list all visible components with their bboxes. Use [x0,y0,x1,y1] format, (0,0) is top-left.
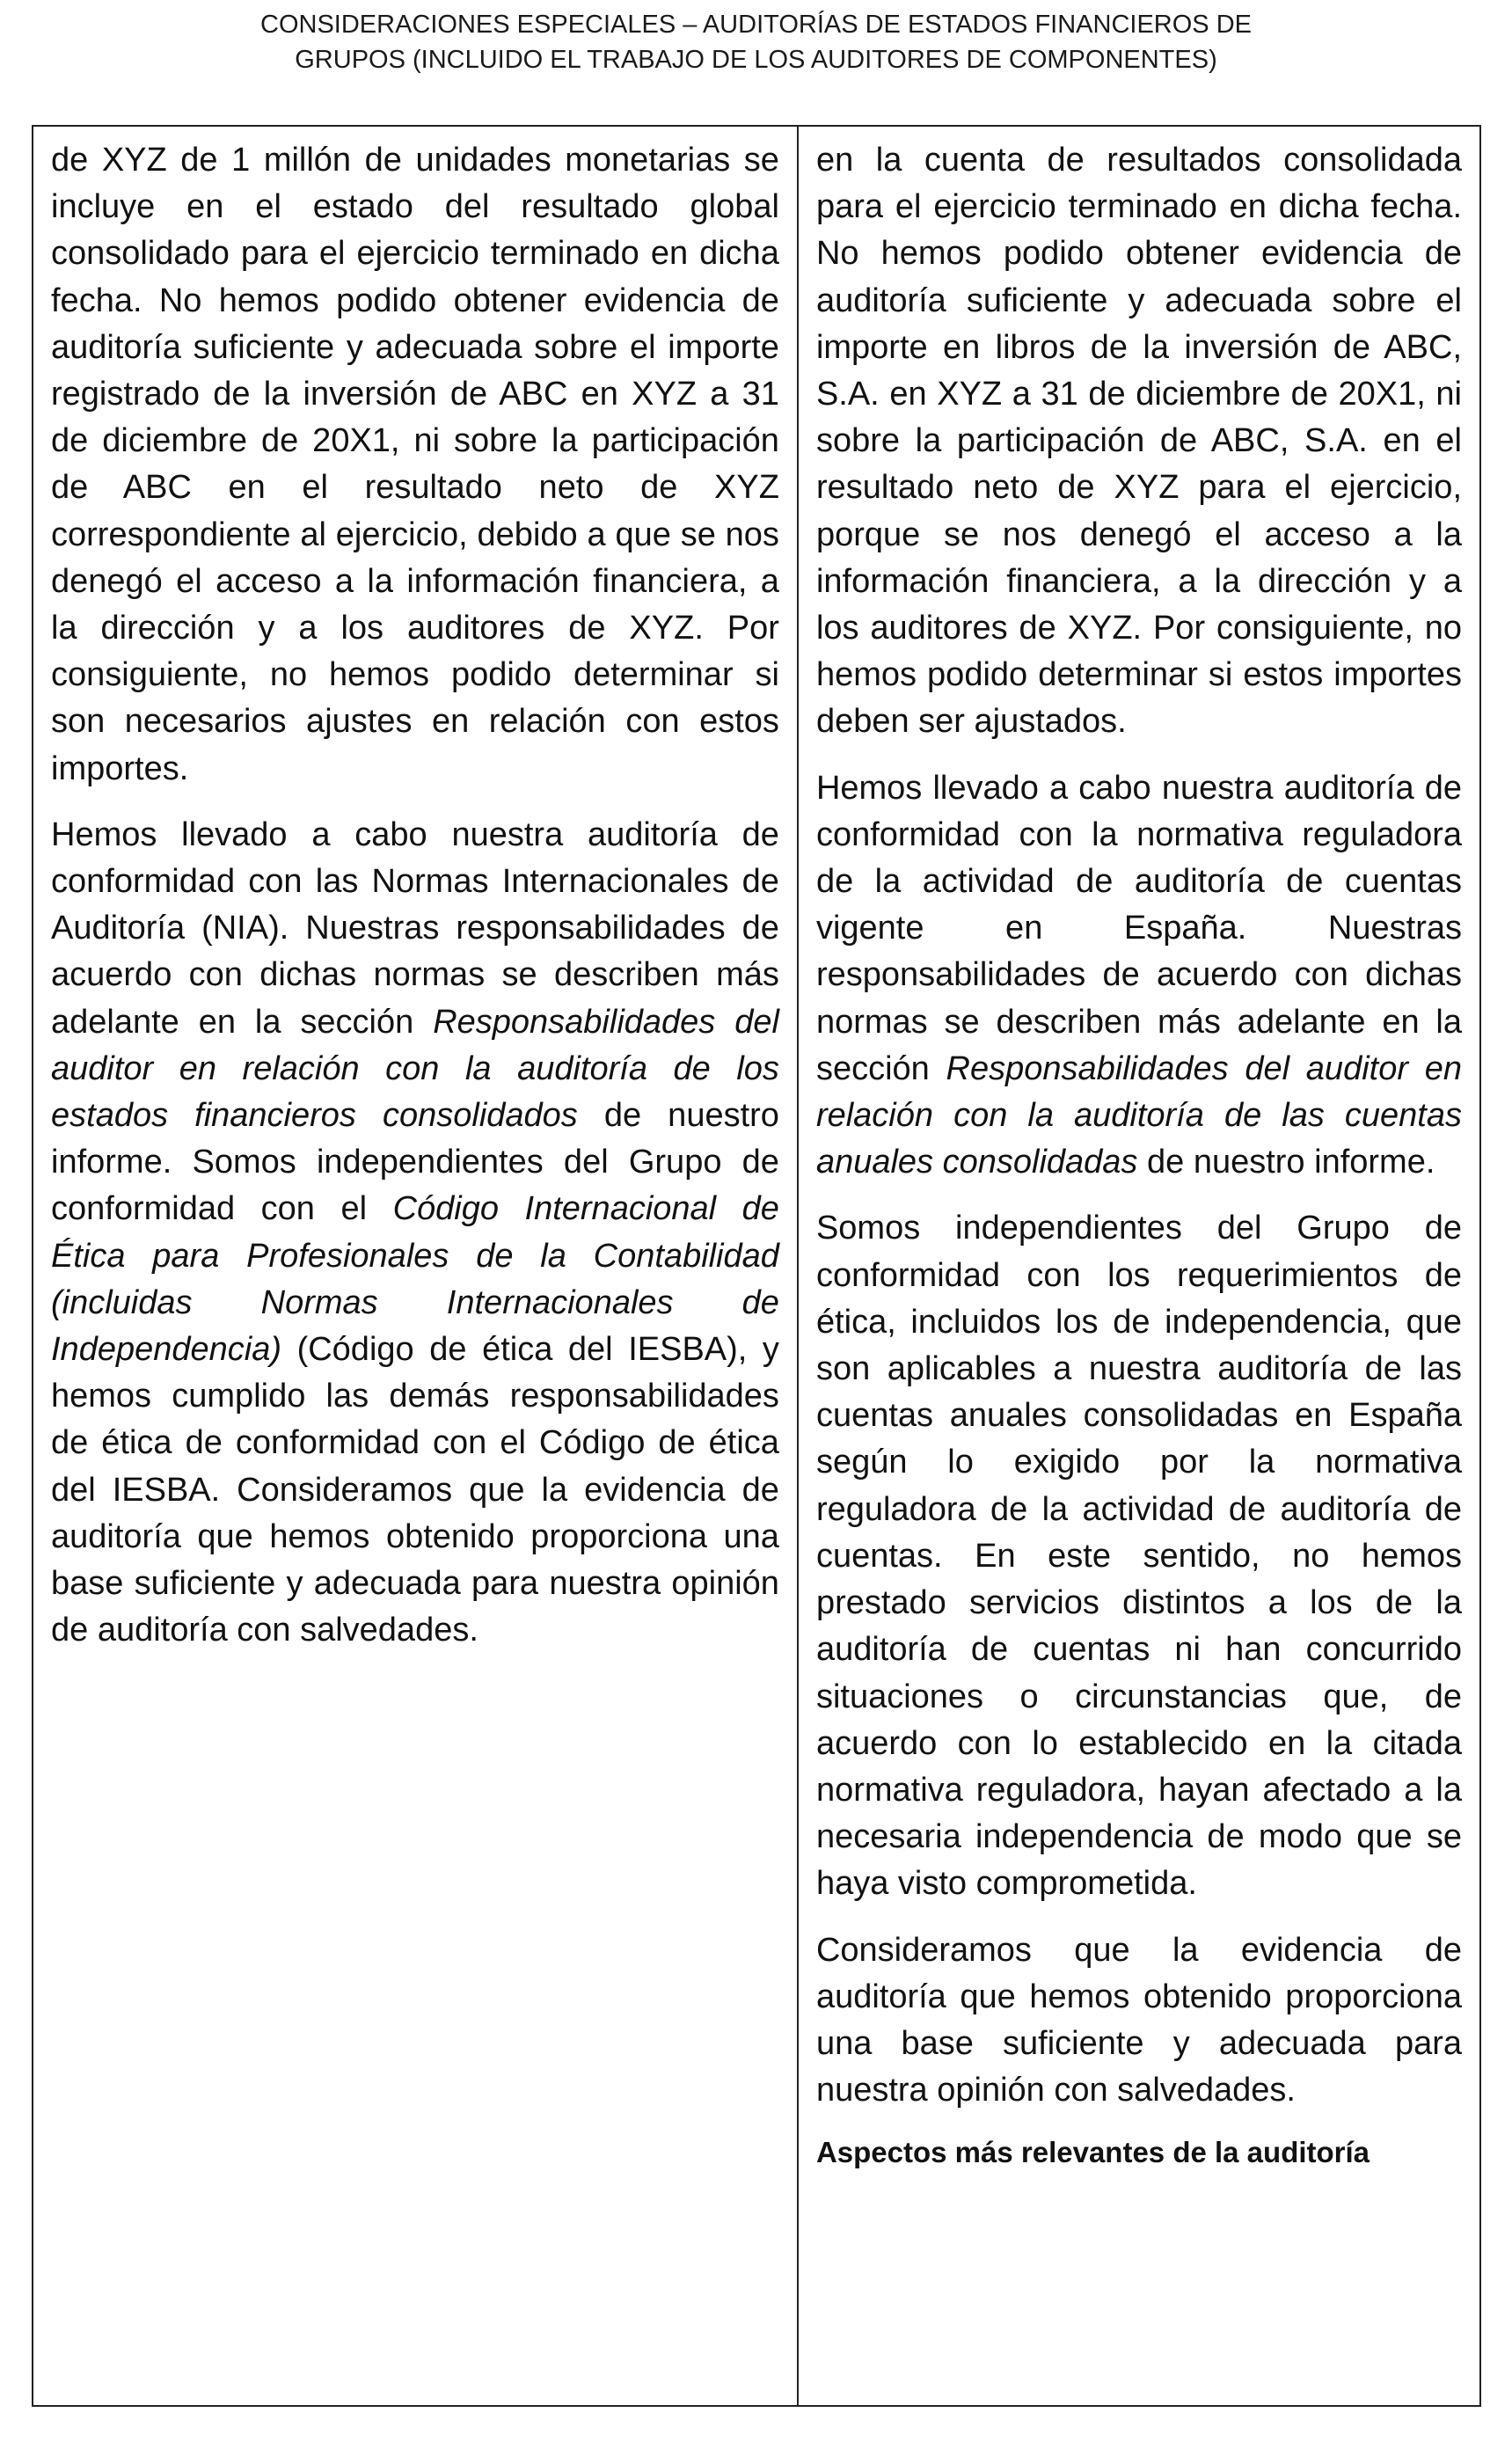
page-header-line-1: CONSIDERACIONES ESPECIALES – AUDITORÍAS DE ESTADOS FINANCIEROS DE [260,11,1252,39]
right-column [798,126,1480,2406]
table-row [33,126,1480,2406]
left-column [33,126,798,2406]
right-paragraph-1: en la cuenta de resultados consolidada para el ejercicio terminado en dicha fecha. No hemos podido obtener evidencia de auditoría suficiente y adecuada sobre el importe en libros de la inversión de ABC, S.A. en XYZ a 31 de diciembre de 20X1, ni sobre la participación de ABC, S.A. en el resultado neto de XYZ para el ejercicio, porque se nos denegó el acceso a la información financiera, a la dirección y a los auditores de XYZ. Por consiguiente, no hemos podido determinar si estos importes deben ser ajustados. [815,142,1462,741]
left-p2-italic-1: Responsabilidades del auditor en relación con la auditoría de los estados financieros consolidados [51,1003,779,1135]
right-p2-text-1: Hemos llevado a cabo nuestra auditoría de conformidad con la normativa reguladora de la actividad de auditoría de cuentas vigente en España. Nuestras responsabilidades de acuerdo con dichas normas se describen más adelante en la sección [815,769,1462,1087]
left-p2-text-2: de nuestro informe. Somos independientes del Grupo de conformidad con el [51,1097,779,1228]
right-paragraph-4: Consideramos que la evidencia de auditoría que hemos obtenido proporciona una base suficiente y adecuada para nuestra opinión con salvedades. [815,1931,1462,2109]
right-paragraph-2 [816,765,1462,1187]
left-p2-text-3: (Código de ética del IESBA), y hemos cumplido las demás responsabilidades de ética de conformidad con el Código de ética del IESBA. Consideramos que la evidencia de auditoría que hemos obtenido proporciona una base suficiente y adecuada para nuestra opinión de auditoría con salvedades. [51,1331,779,1649]
right-p2-text-2: de nuestro informe. [1137,1144,1435,1181]
right-p2-italic-1: Responsabilidades del auditor en relación con la auditoría de las cuentas anuales consolidadas [815,1049,1462,1181]
right-paragraph-3: Somos independientes del Grupo de conformidad con los requerimientos de ética, incluidos los de independencia, que son aplicables a nuestra auditoría de las cuentas anuales consolidadas en España según lo exigido por la normativa reguladora de la actividad de auditoría de cuentas. En este sentido, no hemos prestado servicios distintos a los de la auditoría de cuentas ni han concurrido situaciones o circunstancias que, de acuerdo con lo establecido en la citada normativa reguladora, hayan afectado a la necesaria independencia de modo que se haya visto comprometida. [815,1210,1462,1903]
section-heading: Aspectos más relevantes de la auditoría [815,2136,1370,2169]
comparison-table [32,125,1481,2407]
page-header [0,7,1512,77]
left-p2-text-1: Hemos llevado a cabo nuestra auditoría de conformidad con las Normas Internacionales de Auditoría (NIA). Nuestras responsabilidades de acuerdo con dichas normas se describen más adelante en la sección [51,815,779,1041]
left-p2-italic-2: Código Internacional de Ética para Profesionales de la Contabilidad (incluidas Normas Internacionales de Independencia) [51,1190,779,1369]
page-header-line-2: GRUPOS (INCLUIDO EL TRABAJO DE LOS AUDITORES DE COMPONENTES) [295,46,1217,74]
left-paragraph-2 [51,812,779,1655]
left-paragraph-1: de XYZ de 1 millón de unidades monetarias se incluye en el estado del resultado global consolidado para el ejercicio terminado en dicha fecha. No hemos podido obtener evidencia de auditoría suficiente y adecuada sobre el importe registrado de la inversión de ABC en XYZ a 31 de diciembre de 20X1, ni sobre la participación de ABC en el resultado neto de XYZ correspondiente al ejercicio, debido a que se nos denegó el acceso a la información financiera, a la dirección y a los auditores de XYZ. Por consiguiente, no hemos podido determinar si son necesarios ajustes en relación con estos importes. [51,142,779,787]
